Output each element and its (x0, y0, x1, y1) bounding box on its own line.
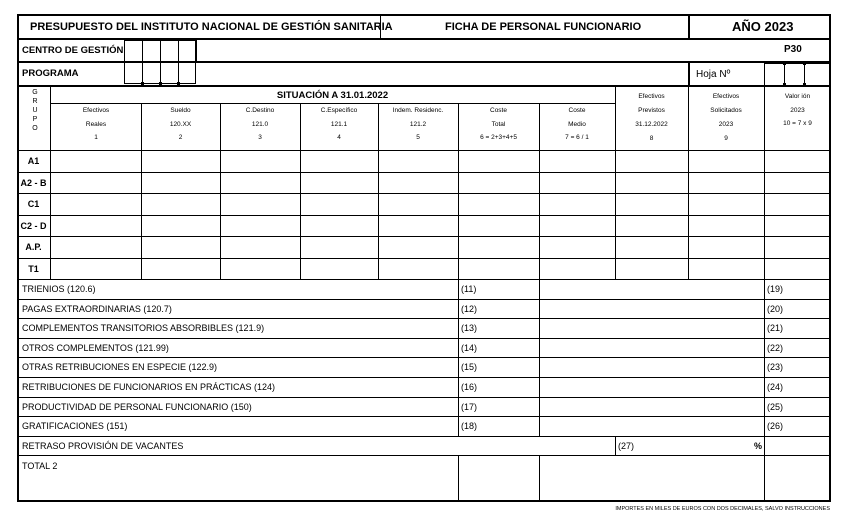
group-label: C2 - D (20, 220, 47, 231)
lower-row-code: (14) (461, 342, 478, 353)
group-cell[interactable] (380, 238, 456, 256)
divider (458, 279, 459, 436)
lower-row-code: (25) (767, 401, 784, 412)
lower-row-value[interactable] (541, 418, 761, 434)
divider (160, 40, 161, 62)
divider (17, 338, 831, 339)
group-cell[interactable] (460, 260, 537, 278)
lower-row-label: PRODUCTIVIDAD DE PERSONAL FUNCIONARIO (150) (22, 401, 252, 412)
group-cell[interactable] (690, 260, 762, 278)
column-header-7: Coste Medio 7 = 6 / 1 (565, 107, 589, 141)
lower-row-code: (11) (461, 284, 477, 294)
divider (688, 62, 690, 86)
group-cell[interactable] (302, 217, 376, 235)
divider (764, 279, 765, 502)
group-cell[interactable] (380, 260, 456, 278)
lower-row-code: (13) (461, 323, 478, 334)
group-cell[interactable] (143, 260, 218, 278)
group-cell[interactable] (143, 174, 218, 192)
budget-title: PRESUPUESTO DEL INSTITUTO NACIONAL DE GESTIÓN SANITARIA (30, 21, 393, 33)
group-cell[interactable] (380, 152, 456, 170)
group-cell[interactable] (766, 238, 829, 256)
group-cell[interactable] (53, 260, 139, 278)
group-cell[interactable] (53, 195, 139, 213)
tick (177, 38, 180, 41)
divider (458, 104, 459, 279)
divider (17, 397, 831, 398)
group-cell[interactable] (541, 260, 613, 278)
lower-row-code: (12) (461, 303, 478, 314)
hoja-label: Hoja Nº (696, 69, 731, 80)
divider (17, 279, 831, 280)
group-cell[interactable] (460, 174, 537, 192)
group-cell[interactable] (143, 195, 218, 213)
group-cell[interactable] (766, 195, 829, 213)
lower-row-code: (16) (461, 382, 478, 392)
group-cell[interactable] (617, 152, 686, 170)
lower-row-value[interactable] (541, 281, 761, 297)
footnote: IMPORTES EN MILES DE EUROS CON DOS DECIMALES, SALVO INSTRUCCIONES (615, 506, 830, 512)
divider (17, 299, 831, 300)
group-cell[interactable] (541, 238, 613, 256)
program-code: P30 (784, 44, 802, 55)
lower-row-label: GRATIFICACIONES (151) (22, 421, 128, 432)
group-cell[interactable] (690, 174, 762, 192)
group-cell[interactable] (617, 238, 686, 256)
divider (300, 104, 301, 279)
lower-row-code: (23) (767, 362, 784, 373)
lower-row-total[interactable] (790, 320, 828, 336)
total-value[interactable] (767, 457, 827, 473)
lower-row-label: TRIENIOS (120.6) (22, 284, 96, 294)
group-cell[interactable] (541, 152, 613, 170)
total-label: TOTAL 2 (22, 461, 58, 472)
group-label: A2 - B (20, 177, 47, 188)
group-cell[interactable] (302, 174, 376, 192)
column-header-1: Efectivos Reales 1 (82, 107, 110, 141)
column-header-9: Efectivos Solicitados 2023 9 (710, 93, 742, 142)
divider (178, 40, 179, 62)
divider (17, 455, 831, 456)
column-header-8: Efectivos Previstos 31.12.2022 8 (635, 93, 668, 142)
tick (803, 62, 806, 65)
lower-row-value[interactable] (541, 399, 761, 415)
column-header-3: C.Destino 121.0 3 (245, 107, 275, 141)
year-label: AÑO 2023 (732, 19, 794, 34)
group-cell[interactable] (690, 238, 762, 256)
group-cell[interactable] (143, 217, 218, 235)
tick (783, 62, 786, 65)
divider (17, 172, 831, 173)
divider (51, 103, 615, 104)
lower-row-value[interactable] (541, 340, 761, 356)
divider (615, 86, 616, 279)
lower-row-total[interactable] (790, 301, 828, 317)
lower-row-value[interactable] (541, 359, 761, 375)
group-cell[interactable] (617, 195, 686, 213)
divider (615, 436, 616, 456)
lower-row-label: OTRAS RETRIBUCIONES EN ESPECIE (122.9) (22, 362, 218, 373)
group-cell[interactable] (380, 174, 456, 192)
divider (458, 455, 459, 502)
group-cell[interactable] (460, 152, 537, 170)
lower-row-value[interactable] (541, 379, 761, 395)
tick (159, 38, 162, 41)
column-header-5: Indem. Residenc. 121.2 5 (392, 107, 444, 141)
group-cell[interactable] (143, 238, 218, 256)
lower-row-code: (26) (767, 421, 784, 432)
situacion-heading: SITUACIÓN A 31.01.2022 (276, 90, 389, 101)
lower-row-code: (15) (461, 362, 478, 373)
group-cell[interactable] (53, 238, 139, 256)
divider (539, 104, 540, 279)
divider (142, 62, 143, 84)
lower-row-total[interactable] (790, 359, 828, 375)
divider (17, 236, 831, 237)
divider (17, 150, 831, 151)
retraso-percent: % (754, 440, 763, 451)
group-cell[interactable] (222, 217, 298, 235)
lower-row-label: COMPLEMENTOS TRANSITORIOS ABSORBIBLES (121.9) (22, 323, 265, 334)
divider (688, 86, 689, 279)
divider (17, 215, 831, 216)
lower-row-total[interactable] (790, 281, 828, 297)
lower-row-label: PAGAS EXTRAORDINARIAS (120.7) (22, 303, 172, 314)
divider (380, 14, 381, 39)
divider (17, 318, 831, 319)
group-cell[interactable] (460, 238, 537, 256)
divider (688, 14, 690, 39)
group-label: C1 (27, 199, 40, 209)
lower-row-label: RETRIBUCIONES DE FUNCIONARIOS EN PRÁCTICAS (124) (22, 382, 276, 392)
lower-row-total[interactable] (790, 340, 828, 356)
divider (539, 279, 540, 436)
group-cell[interactable] (690, 152, 762, 170)
group-cell[interactable] (541, 195, 613, 213)
tick (141, 38, 144, 41)
group-label: T1 (28, 263, 39, 274)
divider (141, 104, 142, 279)
group-cell[interactable] (766, 174, 829, 192)
hoja-number-box[interactable] (764, 63, 831, 85)
group-cell[interactable] (302, 260, 376, 278)
lower-row-value[interactable] (541, 320, 761, 336)
group-cell[interactable] (222, 238, 298, 256)
divider (17, 258, 831, 259)
column-header-6: Coste Total 6 = 2+3+4+5 (480, 107, 517, 141)
group-cell[interactable] (690, 217, 762, 235)
lower-row-code: (18) (461, 421, 478, 432)
lower-row-code: (20) (767, 303, 784, 314)
group-cell[interactable] (380, 195, 456, 213)
group-cell[interactable] (222, 260, 298, 278)
lower-row-total[interactable] (790, 399, 828, 415)
group-cell[interactable] (53, 217, 139, 235)
divider (804, 63, 805, 85)
divider (17, 357, 831, 358)
group-cell[interactable] (541, 217, 613, 235)
group-label: A1 (27, 156, 40, 166)
retraso-label: RETRASO PROVISIÓN DE VACANTES (22, 440, 184, 451)
group-cell[interactable] (766, 152, 829, 170)
divider (17, 85, 831, 87)
column-header-10: Valor ión 2023 10 = 7 x 9 (783, 93, 812, 127)
group-cell[interactable] (53, 152, 139, 170)
group-cell[interactable] (617, 260, 686, 278)
group-cell[interactable] (222, 174, 298, 192)
divider (378, 104, 379, 279)
group-cell[interactable] (617, 217, 686, 235)
lower-row-code: (22) (767, 342, 784, 353)
divider (50, 86, 51, 279)
group-cell[interactable] (380, 217, 456, 235)
divider (17, 416, 831, 417)
divider (220, 104, 221, 279)
lower-row-code: (19) (767, 284, 784, 294)
group-cell[interactable] (766, 260, 829, 278)
lower-row-code: (17) (461, 401, 478, 412)
group-cell[interactable] (617, 174, 686, 192)
divider (17, 436, 831, 437)
group-cell[interactable] (460, 217, 537, 235)
lower-row-code: (21) (767, 323, 784, 334)
group-cell[interactable] (766, 217, 829, 235)
divider (17, 193, 831, 194)
group-cell[interactable] (222, 195, 298, 213)
programa-label: PROGRAMA (22, 68, 79, 79)
group-cell[interactable] (222, 152, 298, 170)
divider (142, 40, 143, 62)
lower-row-code: (24) (767, 382, 784, 392)
divider (160, 62, 161, 84)
retraso-code: (27) (618, 440, 635, 451)
divider (17, 377, 831, 378)
lower-row-label: OTROS COMPLEMENTOS (121.99) (22, 342, 169, 353)
group-cell[interactable] (460, 195, 537, 213)
lower-row-total[interactable] (790, 418, 828, 434)
group-cell[interactable] (143, 152, 218, 170)
lower-row-value[interactable] (541, 301, 761, 317)
group-cell[interactable] (302, 152, 376, 170)
divider (539, 455, 540, 502)
divider (178, 62, 179, 84)
group-label: A.P. (25, 242, 42, 252)
retraso-value[interactable] (767, 438, 827, 454)
retraso-percent-input[interactable] (660, 438, 750, 454)
divider (784, 63, 785, 85)
group-cell[interactable] (53, 174, 139, 192)
grupo-vertical-label: G R U P O (32, 89, 38, 132)
group-cell[interactable] (302, 195, 376, 213)
group-cell[interactable] (690, 195, 762, 213)
divider (764, 86, 765, 279)
divider (196, 40, 197, 62)
column-header-4: C.Específico 121.1 4 (320, 107, 358, 141)
group-cell[interactable] (541, 174, 613, 192)
centro-label: CENTRO DE GESTIÓN (22, 45, 124, 56)
group-cell[interactable] (302, 238, 376, 256)
form-name: FICHA DE PERSONAL FUNCIONARIO (445, 21, 642, 33)
column-header-2: Sueldo 120.XX 2 (169, 107, 192, 141)
lower-row-total[interactable] (790, 379, 828, 395)
